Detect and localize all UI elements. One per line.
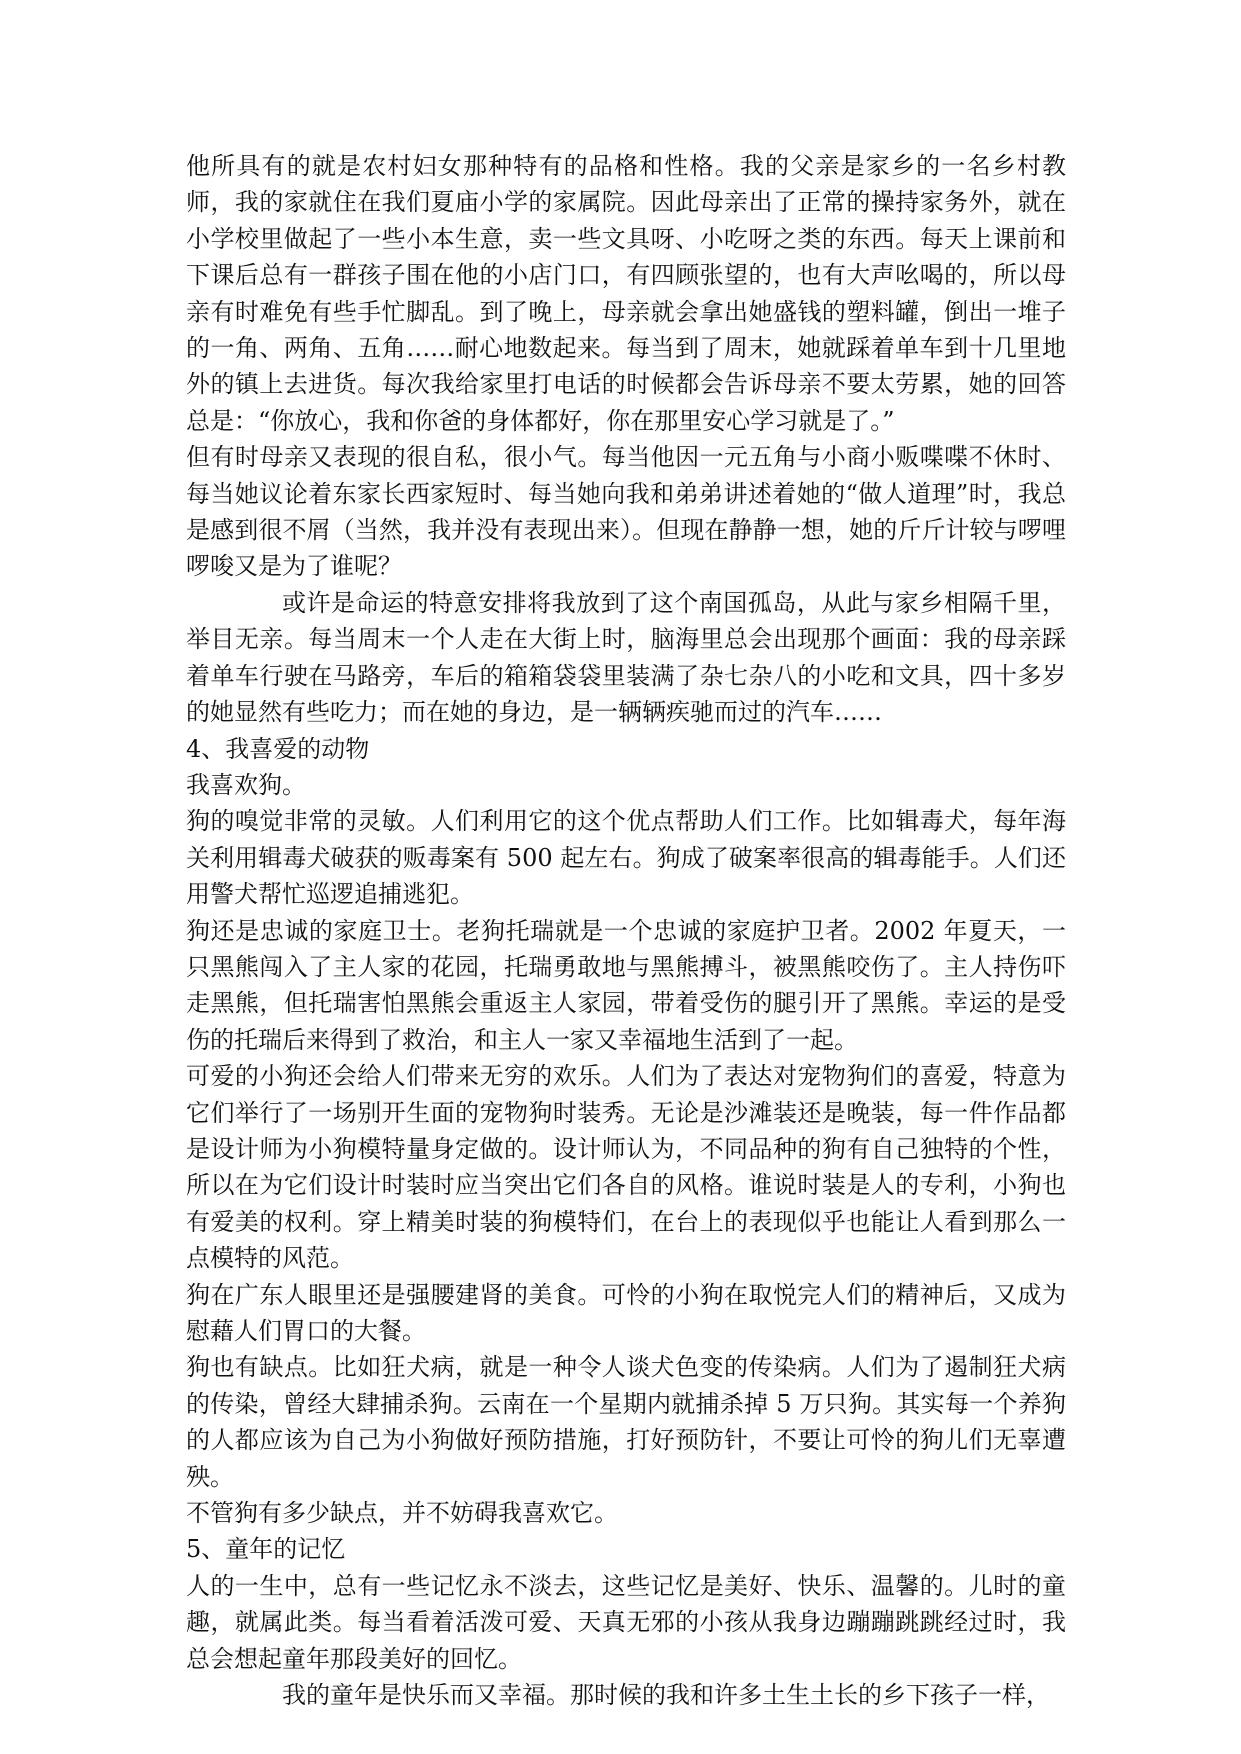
paragraph-happy-childhood: 我的童年是快乐而又幸福。那时候的我和许多土生土长的乡下孩子一样， <box>282 1681 1050 1710</box>
paragraph-dog-fashion: 可爱的小狗还会给人们带来无穷的欢乐。人们为了表达对宠物狗们的喜爱，特意为它们举行了一场别开生面的宠物狗时装秀。无论是沙滩装还是晚装，每一件作品都是设计师为小狗模特量身定做的。设计师认为，不同品种的狗有自己独特的个性，所以在为它们设计时装时应当突出它们各自的风格。谁说时装是人的专利，小狗也有爱美的权利。穿上精美时装的狗模特们，在台上的表现似乎也能让人看到那么一点模特的风范。 <box>186 1062 1066 1273</box>
paragraph-i-like-dogs: 我喜欢狗。 <box>186 770 306 799</box>
paragraph-dog-food: 狗在广东人眼里还是强腰建肾的美食。可怜的小狗在取悦完人们的精神后，又成为慰藉人们胃口的大餐。 <box>186 1280 1066 1345</box>
paragraph-dog-rabies: 狗也有缺点。比如狂犬病，就是一种令人谈犬色变的传染病。人们为了遏制狂犬病的传染，曾经大肆捕杀狗。云南在一个星期内就捕杀掉 5 万只狗。其实每一个养狗的人都应该为自己为小狗做好预防措施，打好预防针，不要让可怜的狗儿们无辜遭殃。 <box>186 1353 1066 1491</box>
section-heading-childhood: 5、童年的记忆 <box>186 1535 346 1564</box>
paragraph-mother-stingy: 但有时母亲又表现的很自私，很小气。每当他因一元五角与小商小贩喋喋不休时、每当她议论着东家长西家短时、每当她向我和弟弟讲述着她的“做人道理”时，我总是感到很不屑（当然，我并没有表现出来）。但现在静静一想，她的斤斤计较与啰哩啰唆又是为了谁呢？ <box>186 443 1066 581</box>
section-heading-favorite-animal: 4、我喜爱的动物 <box>186 734 370 763</box>
paragraph-south-island: 或许是命运的特意安排将我放到了这个南国孤岛，从此与家乡相隔千里，举目无亲。每当周末一个人走在大街上时，脑海里总会出现那个画面：我的母亲踩着单车行驶在马路旁，车后的箱箱袋袋里装满了杂七杂八的小吃和文具，四十多岁的她显然有些吃力；而在她的身边，是一辆辆疾驰而过的汽车…… <box>186 588 1066 727</box>
paragraph-mother-character: 他所具有的就是农村妇女那种特有的品格和性格。我的父亲是家乡的一名乡村教师，我的家就住在我们夏庙小学的家属院。因此母亲出了正常的操持家务外，就在小学校里做起了一些小本生意，卖一些文具呀、小吃呀之类的东西。每天上课前和下课后总有一群孩子围在他的小店门口，有四顾张望的，也有大声吆喝的，所以母亲有时难免有些手忙脚乱。到了晚上，母亲就会拿出她盛钱的塑料罐，倒出一堆子的一角、两角、五角……耐心地数起来。每当到了周末，她就踩着单车到十几里地外的镇上去进货。每次我给家里打电话的时候都会告诉母亲不要太劳累，她的回答总是：“你放心，我和你爸的身体都好，你在那里安心学习就是了。” <box>186 152 1066 435</box>
paragraph-still-like-dogs: 不管狗有多少缺点，并不妨碍我喜欢它。 <box>186 1499 618 1528</box>
paragraph-childhood-memory: 人的一生中，总有一些记忆永不淡去，这些记忆是美好、快乐、温馨的。儿时的童趣，就属此类。每当看着活泼可爱、天真无邪的小孩从我身边蹦蹦跳跳经过时，我总会想起童年那段美好的回忆。 <box>186 1571 1066 1673</box>
document-body <box>186 148 1066 1713</box>
paragraph-dog-smell: 狗的嗅觉非常的灵敏。人们利用它的这个优点帮助人们工作。比如辑毒犬，每年海关利用辑毒犬破获的贩毒案有 500 起左右。狗成了破案率很高的辑毒能手。人们还用警犬帮忙巡逻追捕逃犯。 <box>186 807 1066 909</box>
paragraph-dog-guard: 狗还是忠诚的家庭卫士。老狗托瑞就是一个忠诚的家庭护卫者。2002 年夏天，一只黑熊闯入了主人家的花园，托瑞勇敢地与黑熊搏斗，被黑熊咬伤了。主人持伤吓走黑熊，但托瑞害怕黑熊会重返主人家园，带着受伤的腿引开了黑熊。幸运的是受伤的托瑞后来得到了救治，和主人一家又幸福地生活到了一起。 <box>186 916 1066 1054</box>
